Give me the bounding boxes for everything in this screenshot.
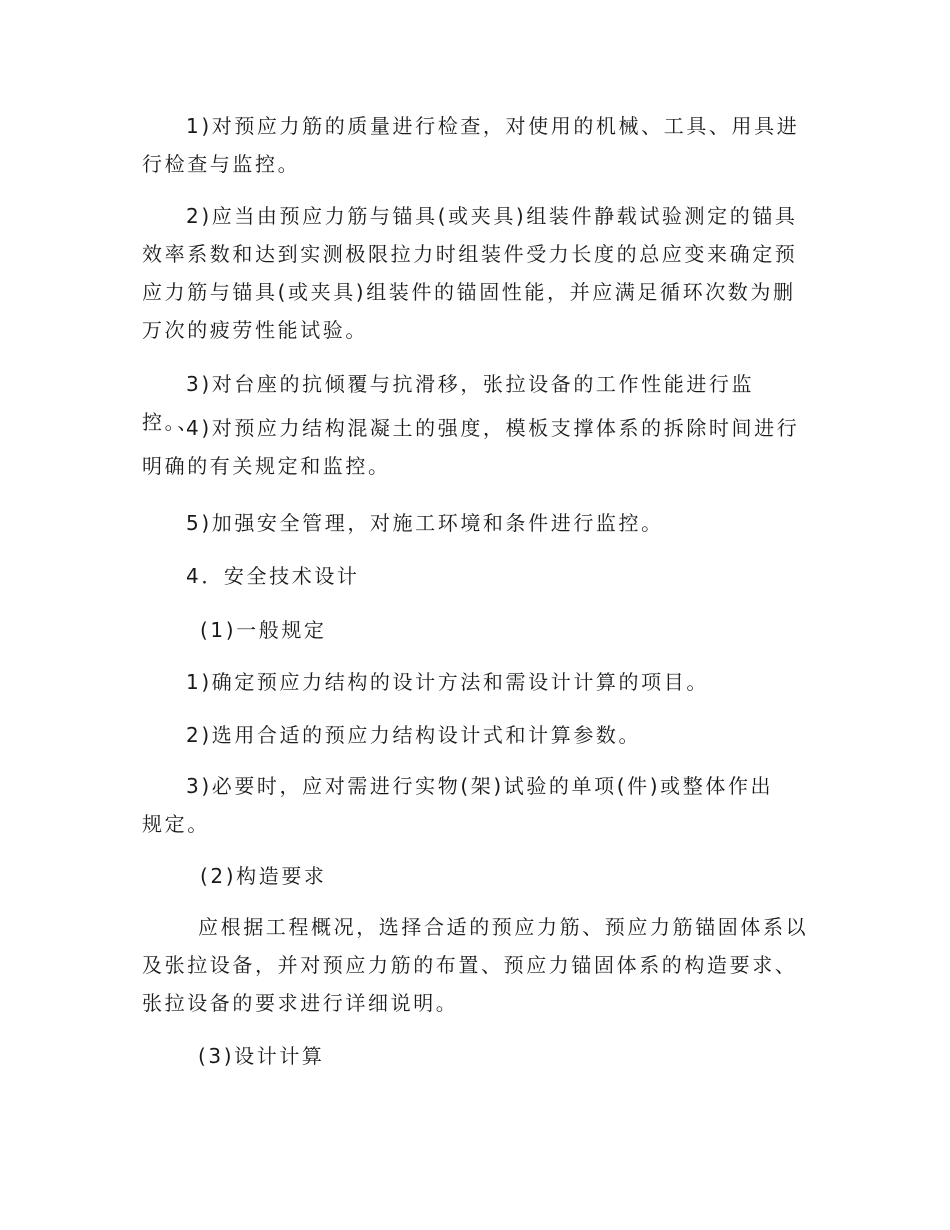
paragraph-structural-requirements: 应根据工程概况，选择合适的预应力筋、预应力筋锚固体系以及张拉设备，并对预应力筋的布置、预应力锚固体系的构造要求、张拉设备的要求进行详细说明。 — [142, 915, 809, 1015]
paragraph-prestressing-tendon-inspection: 1)对预应力筋的质量进行检查，对使用的机械、工具、用具进行检查与监控。 — [142, 114, 800, 176]
paragraph-design-formula: 2)选用合适的预应力结构设计式和计算参数。 — [186, 723, 642, 747]
paragraph-design-method: 1)确定预应力结构的设计方法和需设计计算的项目。 — [186, 670, 709, 694]
subheading-structural-requirements: (2)构造要求 — [200, 864, 327, 888]
paragraph-physical-test: 3)必要时，应对需进行实物(架)试验的单项(件)或整体作出规定。 — [142, 774, 774, 836]
paragraph-pedestal-monitoring: 3)对台座的抗倾覆与抗滑移，张拉设备的工作性能进行监控。、 — [142, 372, 755, 434]
paragraph-safety-management: 5)加强安全管理，对施工环境和条件进行监控。 — [186, 511, 664, 535]
section-heading-safety-design: 4．安全技术设计 — [186, 564, 360, 588]
paragraph-anchorage-performance: 2)应当由预应力筋与锚具(或夹具)组装件静载试验测定的锚具效率系数和达到实测极限拉力时组装件受力长度的总应变来确定预应力筋与锚具(或夹具)组装件的锚固性能，并应满足循环次数为删万次的疲劳性能试验。 — [142, 204, 798, 342]
subheading-design-calculation: (3)设计计算 — [198, 1044, 325, 1068]
subheading-general-provisions: (1)一般规定 — [200, 618, 327, 642]
paragraph-concrete-strength: 4)对预应力结构混凝土的强度，模板支撑体系的拆除时间进行明确的有关规定和监控。 — [142, 416, 800, 478]
